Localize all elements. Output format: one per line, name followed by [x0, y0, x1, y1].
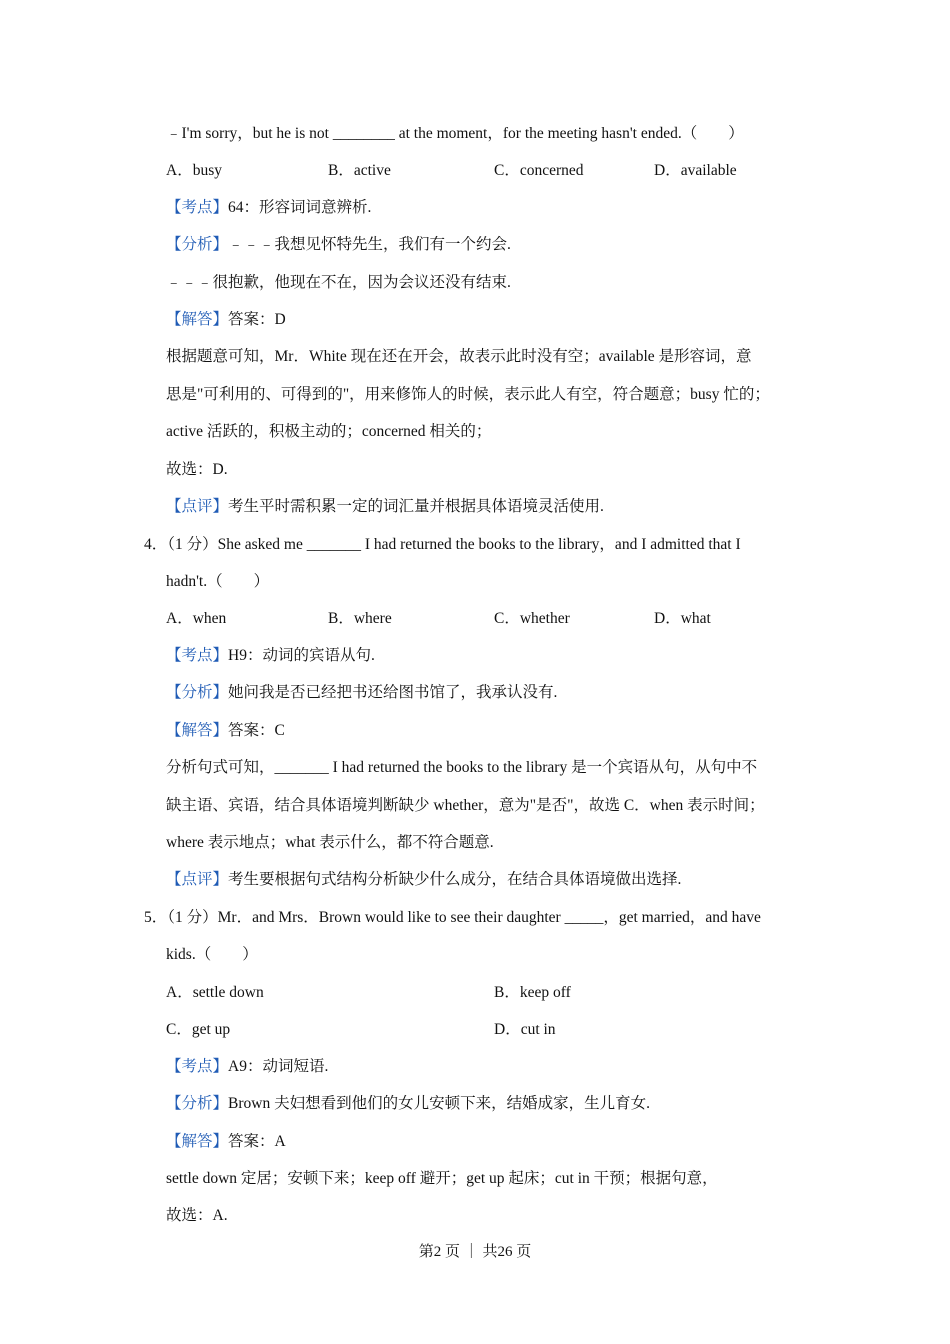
- kaodian-text: H9：动词的宾语从句.: [228, 647, 375, 664]
- jieda-tag: 【解答】: [166, 1133, 229, 1150]
- dianping-tag: 【点评】: [166, 871, 229, 888]
- q5-kaodian: [166, 1057, 328, 1077]
- q4-explain-line: 分析句式可知，_______ I had returned the books to the library 是一个宾语从句，从句中不: [166, 759, 758, 776]
- fenxi-tag: 【分析】: [166, 236, 229, 253]
- q4-jieda: [166, 721, 285, 741]
- q4-dianping: [166, 870, 681, 890]
- q5-explain-line: 故选：A.: [166, 1207, 228, 1224]
- kaodian-tag: 【考点】: [166, 199, 229, 216]
- fenxi-tag: 【分析】: [166, 684, 229, 701]
- q3-option-b: B．active: [328, 162, 391, 179]
- q3-explain-line: active 活跃的，积极主动的；concerned 相关的；: [166, 423, 492, 440]
- q5-option-c: C．get up: [166, 1021, 231, 1038]
- q3-jieda: [166, 310, 286, 330]
- fenxi-text: 她问我是否已经把书还给图书馆了，我承认没有.: [228, 684, 558, 701]
- q5-option-b: B．keep off: [494, 984, 571, 1001]
- dianping-text: 考生要根据句式结构分析缺少什么成分，在结合具体语境做出选择.: [228, 871, 682, 888]
- jieda-text: 答案：D: [228, 311, 286, 328]
- q5-fenxi: [166, 1094, 650, 1114]
- q5-jieda: [166, 1132, 286, 1152]
- jieda-tag: 【解答】: [166, 722, 229, 739]
- jieda-text: 答案：C: [228, 722, 285, 739]
- q5-option-a: A．settle down: [166, 984, 264, 1001]
- q4-option-c: C．whether: [494, 610, 570, 627]
- kaodian-tag: 【考点】: [166, 647, 229, 664]
- q3-fenxi-line2: ﹣﹣﹣很抱歉，他现在不在，因为会议还没有结束.: [166, 274, 511, 291]
- page-footer: 第2 页 ｜ 共26 页: [418, 1244, 532, 1260]
- q3-option-d: D．available: [654, 162, 737, 179]
- q4-kaodian: [166, 646, 375, 666]
- q4-explain-line: 缺主语、宾语，结合具体语境判断缺少 whether，意为"是否"，故选 C．when 表示时间；: [166, 797, 765, 814]
- q5-explain-line: settle down 定居；安顿下来；keep off 避开；get up 起床；cut in 干预；根据句意，: [166, 1170, 718, 1187]
- q3-explain-line: 故选：D.: [166, 461, 228, 478]
- dianping-tag: 【点评】: [166, 498, 229, 515]
- q3-kaodian: [166, 198, 371, 218]
- kaodian-text: A9：动词短语.: [228, 1058, 329, 1075]
- jieda-tag: 【解答】: [166, 311, 229, 328]
- q4-option-a: A．when: [166, 610, 227, 627]
- fenxi-text: Brown 夫妇想看到他们的女儿安顿下来，结婚成家，生儿育女.: [228, 1095, 650, 1112]
- q4-option-b: B．where: [328, 610, 392, 627]
- q3-explain-line: 根据题意可知，Mr．White 现在还在开会，故表示此时没有空；available 是形容词，意: [166, 348, 752, 365]
- q4-stem: 4．（1 分）She asked me _______ I had returned the books to the library，and I admitted that I: [144, 536, 741, 553]
- q3-option-c: C．concerned: [494, 162, 584, 179]
- q3-option-a: A．busy: [166, 162, 222, 179]
- q5-stem-line2: kids.（ ）: [166, 946, 258, 963]
- jieda-text: 答案：A: [228, 1133, 286, 1150]
- q5-option-d: D．cut in: [494, 1021, 556, 1038]
- q5-stem: 5．（1 分）Mr．and Mrs．Brown would like to see their daughter _____，get married，and have: [144, 909, 761, 926]
- q3-dianping: [166, 497, 604, 517]
- q4-fenxi: [166, 683, 557, 703]
- fenxi-text: ﹣﹣﹣我想见怀特先生，我们有一个约会.: [228, 236, 511, 253]
- q3-fenxi: [166, 235, 511, 255]
- q4-option-d: D．what: [654, 610, 711, 627]
- q3-explain-line: 思是"可利用的、可得到的"，用来修饰人的时候，表示此人有空，符合题意；busy 忙的；: [166, 386, 770, 403]
- dianping-text: 考生平时需积累一定的词汇量并根据具体语境灵活使用.: [228, 498, 604, 515]
- q4-stem-line2: hadn't.（ ）: [166, 573, 270, 590]
- q4-explain-line: where 表示地点；what 表示什么，都不符合题意.: [166, 834, 494, 851]
- q3-stem: ﹣I'm sorry，but he is not ________ at the moment，for the meeting hasn't ended.（ ）: [166, 125, 744, 142]
- kaodian-text: 64：形容词词意辨析.: [228, 199, 372, 216]
- kaodian-tag: 【考点】: [166, 1058, 229, 1075]
- fenxi-tag: 【分析】: [166, 1095, 229, 1112]
